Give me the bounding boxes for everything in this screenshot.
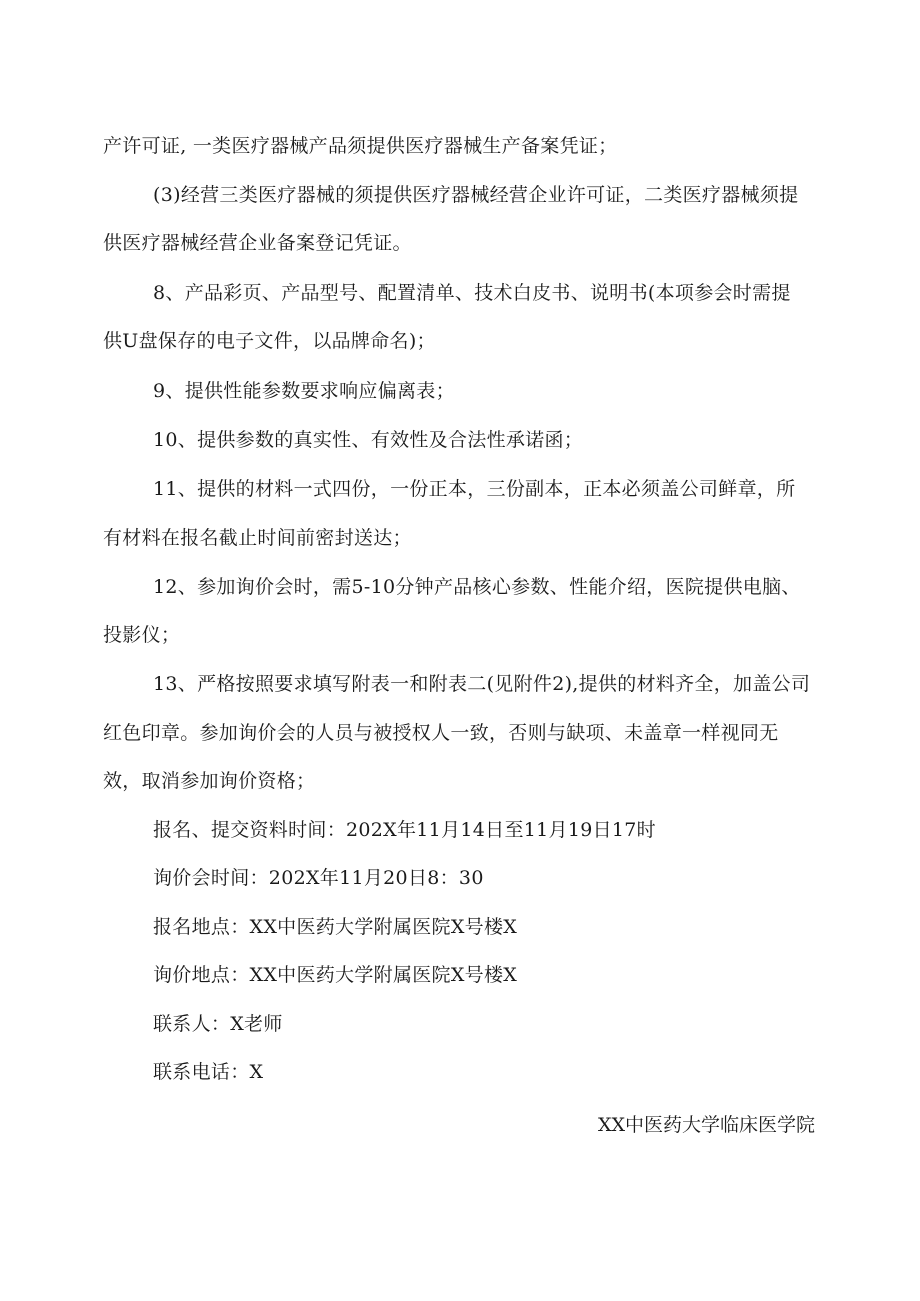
- text-line: 11、提供的材料一式四份，一份正本，三份副本，正本必须盖公司鲜章，所: [153, 478, 796, 500]
- text-line: 产许可证, 一类医疗器械产品须提供医疗器械生产备案凭证；: [103, 135, 618, 157]
- text-line: 10、提供参数的真实性、有效性及合法性承诺函；: [153, 429, 584, 451]
- text-line: 9、提供性能参数要求响应偏离表；: [153, 380, 455, 402]
- text-line: 供医疗器械经营企业备案登记凭证。: [103, 232, 412, 254]
- text-line: 供U盘保存的电子文件，以品牌命名)；: [103, 330, 436, 352]
- text-line: (3)经营三类医疗器械的须提供医疗器械经营企业许可证，二类医疗器械须提: [153, 184, 799, 206]
- signature: XX中医药大学临床医学院: [597, 1114, 815, 1136]
- inquiry-time: 询价会时间：202X年11月20日8：30: [153, 867, 484, 889]
- text-line: 投影仪；: [103, 624, 181, 646]
- text-line: 12、参加询价会时，需5-10分钟产品核心参数、性能介绍，医院提供电脑、: [153, 576, 801, 598]
- text-line: 红色印章。参加询价会的人员与被授权人一致，否则与缺项、未盖章一样视同无: [103, 722, 779, 744]
- text-line: 13、严格按照要求填写附表一和附表二(见附件2),提供的材料齐全，加盖公司: [153, 673, 811, 695]
- registration-time: 报名、提交资料时间：202X年11月14日至11月19日17时: [153, 819, 656, 841]
- contact-person: 联系人：X老师: [153, 1013, 283, 1035]
- text-line: 8、产品彩页、产品型号、配置清单、技术白皮书、说明书(本项参会时需提: [153, 282, 791, 304]
- contact-phone: 联系电话：X: [153, 1061, 264, 1083]
- registration-place: 报名地点：XX中医药大学附属医院X号楼X: [153, 916, 518, 938]
- text-line: 有材料在报名截止时间前密封送达；: [103, 527, 412, 549]
- text-line: 效，取消参加询价资格；: [103, 770, 316, 792]
- inquiry-place: 询价地点：XX中医药大学附属医院X号楼X: [153, 964, 518, 986]
